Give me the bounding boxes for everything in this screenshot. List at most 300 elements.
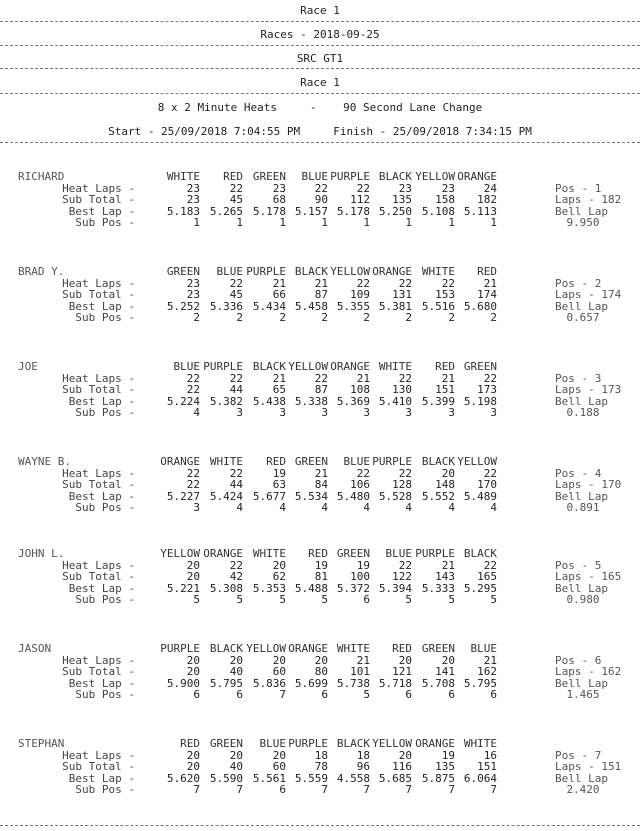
table-cell: 5.620 bbox=[166, 771, 200, 785]
table-cell: 5.250 bbox=[378, 204, 412, 218]
table-cell: 20 bbox=[186, 558, 200, 572]
lane-header: PURPLE bbox=[203, 360, 243, 373]
table-cell: 22 bbox=[229, 371, 243, 385]
position: Pos - 1 bbox=[555, 181, 602, 195]
lane-header: YELLOW bbox=[160, 547, 200, 560]
lane-header: BLUE bbox=[301, 170, 328, 183]
table-cell: 116 bbox=[392, 760, 412, 773]
table-cell: 5.198 bbox=[463, 394, 497, 408]
table-cell: 19 bbox=[441, 748, 455, 762]
row-label: Sub Pos - bbox=[75, 406, 135, 419]
row-label: Heat Laps - bbox=[62, 558, 135, 572]
table-cell: 173 bbox=[477, 383, 497, 396]
table-cell: 42 bbox=[229, 570, 243, 583]
table-cell: 6 bbox=[363, 593, 370, 606]
table-cell: 21 bbox=[314, 276, 328, 290]
table-cell: 6.064 bbox=[463, 771, 497, 785]
table-cell: 5.438 bbox=[252, 394, 286, 408]
row-label: Best Lap - bbox=[68, 581, 135, 595]
table-cell: 2 bbox=[321, 311, 328, 324]
table-cell: 7 bbox=[321, 783, 328, 796]
lane-header: GREEN bbox=[209, 737, 243, 750]
table-cell: 5.875 bbox=[421, 771, 455, 785]
table-cell: 21 bbox=[356, 653, 370, 667]
row-label: Heat Laps - bbox=[62, 276, 135, 290]
table-cell: 5.183 bbox=[166, 204, 200, 218]
row-label: Sub Pos - bbox=[75, 501, 135, 514]
table-cell: 23 bbox=[186, 181, 200, 195]
table-cell: 19 bbox=[356, 558, 370, 572]
table-cell: 4.558 bbox=[336, 771, 370, 785]
table-cell: 5.434 bbox=[252, 299, 286, 313]
lane-header: WHITE bbox=[209, 455, 243, 468]
table-cell: 5.738 bbox=[336, 676, 370, 690]
lane-header: GREEN bbox=[463, 360, 497, 373]
table-cell: 5 bbox=[321, 593, 328, 606]
lane-header: WHITE bbox=[378, 360, 412, 373]
table-cell: 20 bbox=[229, 748, 243, 762]
table-cell: 5 bbox=[236, 593, 243, 606]
table-cell: 5.355 bbox=[336, 299, 370, 313]
table-cell: 5 bbox=[279, 593, 286, 606]
table-cell: 1 bbox=[321, 216, 328, 229]
document-title: Race 1 bbox=[300, 4, 340, 17]
row-label: Sub Total - bbox=[62, 570, 135, 583]
table-cell: 151 bbox=[477, 760, 497, 773]
table-cell: 20 bbox=[314, 653, 328, 667]
table-cell: 60 bbox=[272, 665, 286, 678]
table-cell: 22 bbox=[186, 478, 200, 491]
table-cell: 65 bbox=[272, 383, 286, 396]
race-format: 8 x 2 Minute Heats - 90 Second Lane Change bbox=[157, 101, 483, 114]
table-cell: 22 bbox=[398, 466, 412, 480]
table-cell: 135 bbox=[435, 760, 455, 773]
table-cell: 122 bbox=[392, 570, 412, 583]
table-cell: 4 bbox=[405, 501, 412, 514]
table-cell: 5.680 bbox=[463, 299, 497, 313]
position: Pos - 5 bbox=[555, 558, 602, 572]
table-cell: 3 bbox=[405, 406, 412, 419]
position: Pos - 6 bbox=[555, 653, 602, 667]
divider bbox=[0, 68, 640, 69]
row-label: Sub Total - bbox=[62, 288, 135, 301]
table-cell: 151 bbox=[435, 383, 455, 396]
table-cell: 5.336 bbox=[209, 299, 243, 313]
table-cell: 22 bbox=[356, 276, 370, 290]
table-cell: 22 bbox=[356, 466, 370, 480]
table-cell: 5.333 bbox=[421, 581, 455, 595]
table-cell: 4 bbox=[279, 501, 286, 514]
row-label: Sub Pos - bbox=[75, 593, 135, 606]
bell-lap-label: Bell Lap bbox=[555, 676, 608, 690]
driver-block bbox=[0, 737, 640, 807]
table-cell: 5.552 bbox=[421, 489, 455, 503]
total-laps: Laps - 182 bbox=[555, 193, 622, 206]
row-label: Best Lap - bbox=[68, 489, 135, 503]
bell-lap-label: Bell Lap bbox=[555, 771, 608, 785]
table-cell: 5.157 bbox=[294, 204, 328, 218]
table-cell: 3 bbox=[363, 406, 370, 419]
lane-header: YELLOW bbox=[372, 737, 412, 750]
lane-header: BLUE bbox=[216, 265, 243, 278]
table-cell: 22 bbox=[398, 371, 412, 385]
table-cell: 109 bbox=[350, 288, 370, 301]
table-cell: 21 bbox=[483, 653, 497, 667]
table-cell: 3 bbox=[279, 406, 286, 419]
table-cell: 5.458 bbox=[294, 299, 328, 313]
table-cell: 44 bbox=[229, 478, 243, 491]
total-laps: Laps - 173 bbox=[555, 383, 622, 396]
table-cell: 22 bbox=[314, 181, 328, 195]
total-laps: Laps - 165 bbox=[555, 570, 622, 583]
table-cell: 1 bbox=[193, 216, 200, 229]
row-label: Best Lap - bbox=[68, 299, 135, 313]
table-cell: 19 bbox=[314, 558, 328, 572]
table-cell: 5.677 bbox=[252, 489, 286, 503]
table-cell: 5.410 bbox=[378, 394, 412, 408]
table-cell: 165 bbox=[477, 570, 497, 583]
bell-lap-label: Bell Lap bbox=[555, 204, 608, 218]
row-label: Sub Total - bbox=[62, 478, 135, 491]
row-label: Sub Total - bbox=[62, 760, 135, 773]
table-cell: 87 bbox=[314, 288, 328, 301]
table-cell: 22 bbox=[229, 181, 243, 195]
table-cell: 5.369 bbox=[336, 394, 370, 408]
table-cell: 5.900 bbox=[166, 676, 200, 690]
driver-name: JOHN L. bbox=[18, 547, 65, 560]
table-cell: 131 bbox=[392, 288, 412, 301]
lane-header: BLUE bbox=[259, 737, 286, 750]
lane-header: GREEN bbox=[166, 265, 200, 278]
table-cell: 63 bbox=[272, 478, 286, 491]
table-cell: 100 bbox=[350, 570, 370, 583]
table-cell: 20 bbox=[441, 653, 455, 667]
race-times: Start - 25/09/2018 7:04:55 PM Finish - 25/09/2018 7:34:15 PM bbox=[108, 125, 532, 138]
lane-header: RED bbox=[308, 547, 328, 560]
driver-block bbox=[0, 455, 640, 525]
table-cell: 45 bbox=[229, 288, 243, 301]
table-cell: 21 bbox=[483, 276, 497, 290]
row-label: Sub Total - bbox=[62, 665, 135, 678]
row-label: Sub Total - bbox=[62, 193, 135, 206]
table-cell: 21 bbox=[356, 371, 370, 385]
position: Pos - 4 bbox=[555, 466, 602, 480]
table-cell: 20 bbox=[272, 653, 286, 667]
driver-block bbox=[0, 547, 640, 617]
row-label: Best Lap - bbox=[68, 394, 135, 408]
table-cell: 121 bbox=[392, 665, 412, 678]
table-cell: 5.795 bbox=[209, 676, 243, 690]
table-cell: 40 bbox=[229, 665, 243, 678]
table-cell: 23 bbox=[186, 193, 200, 206]
race-class: SRC GT1 bbox=[296, 52, 344, 65]
table-cell: 135 bbox=[392, 193, 412, 206]
lane-header: RED bbox=[435, 360, 455, 373]
lane-header: WHITE bbox=[336, 642, 370, 655]
table-cell: 81 bbox=[314, 570, 328, 583]
table-cell: 5.399 bbox=[421, 394, 455, 408]
lane-header: PURPLE bbox=[246, 265, 286, 278]
table-cell: 5.685 bbox=[378, 771, 412, 785]
table-cell: 143 bbox=[435, 570, 455, 583]
table-cell: 19 bbox=[272, 466, 286, 480]
table-cell: 170 bbox=[477, 478, 497, 491]
table-cell: 2 bbox=[363, 311, 370, 324]
lane-header: WHITE bbox=[463, 737, 497, 750]
lane-header: PURPLE bbox=[372, 455, 412, 468]
races-date: Races - 2018-09-25 bbox=[260, 28, 380, 41]
table-cell: 4 bbox=[321, 501, 328, 514]
table-cell: 3 bbox=[490, 406, 497, 419]
table-cell: 112 bbox=[350, 193, 370, 206]
table-cell: 1 bbox=[363, 216, 370, 229]
table-cell: 5.265 bbox=[209, 204, 243, 218]
bell-lap-label: Bell Lap bbox=[555, 581, 608, 595]
table-cell: 87 bbox=[314, 383, 328, 396]
driver-block bbox=[0, 642, 640, 712]
table-cell: 22 bbox=[229, 558, 243, 572]
table-cell: 5.488 bbox=[294, 581, 328, 595]
row-label: Best Lap - bbox=[68, 204, 135, 218]
lane-header: ORANGE bbox=[372, 265, 412, 278]
row-label: Best Lap - bbox=[68, 676, 135, 690]
lane-header: BLUE bbox=[470, 642, 497, 655]
table-cell: 20 bbox=[186, 653, 200, 667]
lane-header: YELLOW bbox=[457, 455, 497, 468]
lane-header: BLACK bbox=[421, 455, 455, 468]
bell-lap-value: 2.420 bbox=[566, 783, 600, 796]
table-cell: 78 bbox=[314, 760, 328, 773]
table-cell: 182 bbox=[477, 193, 497, 206]
lane-header: YELLOW bbox=[288, 360, 328, 373]
table-cell: 5.308 bbox=[209, 581, 243, 595]
lane-header: GREEN bbox=[252, 170, 286, 183]
bell-lap-value: 9.950 bbox=[566, 216, 600, 229]
table-cell: 5.224 bbox=[166, 394, 200, 408]
table-cell: 20 bbox=[441, 466, 455, 480]
table-cell: 22 bbox=[398, 276, 412, 290]
row-label: Heat Laps - bbox=[62, 371, 135, 385]
row-label: Heat Laps - bbox=[62, 466, 135, 480]
table-cell: 18 bbox=[314, 748, 328, 762]
table-cell: 22 bbox=[229, 276, 243, 290]
table-cell: 5.252 bbox=[166, 299, 200, 313]
table-cell: 22 bbox=[483, 466, 497, 480]
lane-header: GREEN bbox=[421, 642, 455, 655]
table-cell: 5.394 bbox=[378, 581, 412, 595]
divider bbox=[0, 21, 640, 22]
position: Pos - 2 bbox=[555, 276, 602, 290]
lane-header: BLUE bbox=[385, 547, 412, 560]
lane-header: ORANGE bbox=[288, 642, 328, 655]
table-cell: 21 bbox=[314, 466, 328, 480]
table-cell: 66 bbox=[272, 288, 286, 301]
table-cell: 6 bbox=[321, 688, 328, 701]
table-cell: 22 bbox=[483, 558, 497, 572]
table-cell: 44 bbox=[229, 383, 243, 396]
lane-header: YELLOW bbox=[246, 642, 286, 655]
driver-block bbox=[0, 265, 640, 335]
lane-header: RED bbox=[223, 170, 243, 183]
table-cell: 1 bbox=[236, 216, 243, 229]
row-label: Heat Laps - bbox=[62, 181, 135, 195]
table-cell: 6 bbox=[490, 688, 497, 701]
table-cell: 18 bbox=[356, 748, 370, 762]
total-laps: Laps - 162 bbox=[555, 665, 622, 678]
table-cell: 141 bbox=[435, 665, 455, 678]
table-cell: 84 bbox=[314, 478, 328, 491]
table-cell: 22 bbox=[229, 466, 243, 480]
table-cell: 22 bbox=[186, 466, 200, 480]
lane-header: RED bbox=[392, 642, 412, 655]
table-cell: 3 bbox=[236, 406, 243, 419]
table-cell: 148 bbox=[435, 478, 455, 491]
divider bbox=[0, 825, 640, 826]
lane-header: ORANGE bbox=[160, 455, 200, 468]
lane-header: ORANGE bbox=[330, 360, 370, 373]
table-cell: 21 bbox=[272, 276, 286, 290]
bell-lap-value: 1.465 bbox=[566, 688, 600, 701]
lane-header: WHITE bbox=[166, 170, 200, 183]
table-cell: 5.424 bbox=[209, 489, 243, 503]
lane-header: PURPLE bbox=[330, 170, 370, 183]
table-cell: 22 bbox=[398, 558, 412, 572]
table-cell: 6 bbox=[279, 783, 286, 796]
total-laps: Laps - 174 bbox=[555, 288, 622, 301]
table-cell: 80 bbox=[314, 665, 328, 678]
table-cell: 1 bbox=[490, 216, 497, 229]
table-cell: 1 bbox=[448, 216, 455, 229]
table-cell: 22 bbox=[356, 181, 370, 195]
table-cell: 5.561 bbox=[252, 771, 286, 785]
table-cell: 5.227 bbox=[166, 489, 200, 503]
table-cell: 5 bbox=[405, 593, 412, 606]
lane-header: BLUE bbox=[343, 455, 370, 468]
table-cell: 7 bbox=[490, 783, 497, 796]
table-cell: 5.718 bbox=[378, 676, 412, 690]
table-cell: 5.382 bbox=[209, 394, 243, 408]
table-cell: 4 bbox=[193, 406, 200, 419]
table-cell: 7 bbox=[279, 688, 286, 701]
table-cell: 22 bbox=[186, 371, 200, 385]
lane-header: BLACK bbox=[252, 360, 286, 373]
table-cell: 108 bbox=[350, 383, 370, 396]
bell-lap-value: 0.891 bbox=[566, 501, 600, 514]
row-label: Sub Pos - bbox=[75, 216, 135, 229]
driver-name: RICHARD bbox=[18, 170, 65, 183]
table-cell: 5.381 bbox=[378, 299, 412, 313]
table-cell: 5 bbox=[490, 593, 497, 606]
lane-header: PURPLE bbox=[160, 642, 200, 655]
driver-name: JASON bbox=[18, 642, 52, 655]
table-cell: 20 bbox=[186, 748, 200, 762]
table-cell: 5.699 bbox=[294, 676, 328, 690]
table-cell: 4 bbox=[236, 501, 243, 514]
table-cell: 1 bbox=[279, 216, 286, 229]
table-cell: 2 bbox=[490, 311, 497, 324]
total-laps: Laps - 170 bbox=[555, 478, 622, 491]
bell-lap-value: 0.188 bbox=[566, 406, 600, 419]
bell-lap-label: Bell Lap bbox=[555, 299, 608, 313]
table-cell: 3 bbox=[193, 501, 200, 514]
table-cell: 21 bbox=[272, 371, 286, 385]
table-cell: 22 bbox=[441, 276, 455, 290]
divider bbox=[0, 45, 640, 46]
table-cell: 5.708 bbox=[421, 676, 455, 690]
lane-header: YELLOW bbox=[330, 265, 370, 278]
table-cell: 23 bbox=[441, 181, 455, 195]
table-cell: 5.372 bbox=[336, 581, 370, 595]
lane-header: RED bbox=[266, 455, 286, 468]
table-cell: 4 bbox=[490, 501, 497, 514]
lane-header: RED bbox=[477, 265, 497, 278]
table-cell: 23 bbox=[186, 276, 200, 290]
table-cell: 6 bbox=[193, 688, 200, 701]
table-cell: 174 bbox=[477, 288, 497, 301]
table-cell: 96 bbox=[356, 760, 370, 773]
divider bbox=[0, 93, 640, 94]
table-cell: 1 bbox=[405, 216, 412, 229]
table-cell: 101 bbox=[350, 665, 370, 678]
table-cell: 20 bbox=[229, 653, 243, 667]
bell-lap-label: Bell Lap bbox=[555, 489, 608, 503]
table-cell: 130 bbox=[392, 383, 412, 396]
row-label: Heat Laps - bbox=[62, 748, 135, 762]
table-cell: 6 bbox=[405, 688, 412, 701]
position: Pos - 7 bbox=[555, 748, 602, 762]
table-cell: 60 bbox=[272, 760, 286, 773]
driver-block bbox=[0, 170, 640, 240]
table-cell: 20 bbox=[272, 748, 286, 762]
bell-lap-value: 0.980 bbox=[566, 593, 600, 606]
table-cell: 153 bbox=[435, 288, 455, 301]
table-cell: 2 bbox=[236, 311, 243, 324]
table-cell: 90 bbox=[314, 193, 328, 206]
table-cell: 7 bbox=[363, 783, 370, 796]
table-cell: 5.295 bbox=[463, 581, 497, 595]
table-cell: 5.836 bbox=[252, 676, 286, 690]
lane-header: GREEN bbox=[336, 547, 370, 560]
table-cell: 21 bbox=[441, 558, 455, 572]
table-cell: 7 bbox=[405, 783, 412, 796]
lane-header: ORANGE bbox=[415, 737, 455, 750]
table-cell: 5.353 bbox=[252, 581, 286, 595]
table-cell: 23 bbox=[398, 181, 412, 195]
table-cell: 2 bbox=[405, 311, 412, 324]
divider bbox=[0, 142, 640, 143]
table-cell: 5.590 bbox=[209, 771, 243, 785]
table-cell: 21 bbox=[441, 371, 455, 385]
table-cell: 4 bbox=[363, 501, 370, 514]
total-laps: Laps - 151 bbox=[555, 760, 622, 773]
table-cell: 40 bbox=[229, 760, 243, 773]
row-label: Sub Total - bbox=[62, 383, 135, 396]
row-label: Sub Pos - bbox=[75, 688, 135, 701]
driver-name: JOE bbox=[18, 360, 38, 373]
table-cell: 5.108 bbox=[421, 204, 455, 218]
lane-header: BLACK bbox=[336, 737, 370, 750]
table-cell: 7 bbox=[236, 783, 243, 796]
table-cell: 4 bbox=[448, 501, 455, 514]
table-cell: 162 bbox=[477, 665, 497, 678]
table-cell: 5.113 bbox=[463, 204, 497, 218]
table-cell: 23 bbox=[186, 288, 200, 301]
table-cell: 5.221 bbox=[166, 581, 200, 595]
table-cell: 20 bbox=[186, 760, 200, 773]
table-cell: 5.795 bbox=[463, 676, 497, 690]
lane-header: BLACK bbox=[463, 547, 497, 560]
table-cell: 158 bbox=[435, 193, 455, 206]
